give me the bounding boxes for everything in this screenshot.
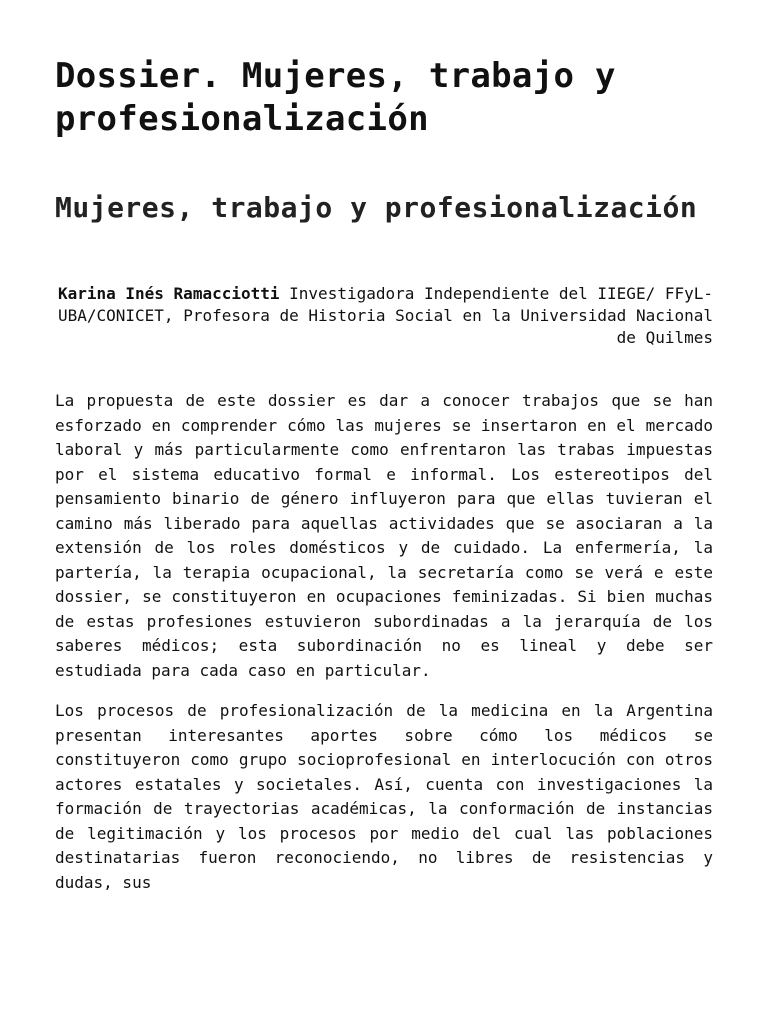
author-byline [55, 283, 713, 349]
page-title: Dossier. Mujeres, trabajo y profesionalización [55, 56, 616, 139]
article-body [55, 389, 713, 895]
author-affiliation: Investigadora Independiente del IIEGE/ FFyL- UBA/CONICET, Profesora de Historia Social en la Universidad Nacional de Quilmes [57, 284, 713, 347]
page-subtitle: Mujeres, trabajo y profesionalización [55, 191, 698, 224]
body-paragraph: La propuesta de este dossier es dar a conocer trabajos que se han esforzado en comprender cómo las mujeres se insertaron en el mercado laboral y más particularmente como enfrentaron las trabas impuestas por el sistema educativo formal e informal. Los estereotipos del pensamiento binario de género influyeron para que ellas tuvieran el camino más liberado para aquellas actividades que se asociaran a la extensión de los roles domésticos y de cuidado. La enfermería, la partería, la terapia ocupacional, la secretaría como se verá e este dossier, se constituyeron en ocupaciones feminizadas. Si bien muchas de estas profesiones estuvieron subordinadas a la jerarquía de los saberes médicos; esta subordinación no es lineal y debe ser estudiada para cada caso en particular. [55, 391, 713, 680]
author-name: Karina Inés Ramacciotti [57, 284, 280, 303]
body-paragraph: Los procesos de profesionalización de la medicina en la Argentina presentan interesantes aportes sobre cómo los médicos se constituyeron como grupo socioprofesional en interlocución con otros actores estatales y societales. Así, cuenta con investigaciones la formación de trayectorias académicas, la conformación de instancias de legitimación y los procesos por medio del cual las poblaciones destinatarias fueron reconociendo, no libres de resistencias y dudas, sus [55, 701, 713, 892]
